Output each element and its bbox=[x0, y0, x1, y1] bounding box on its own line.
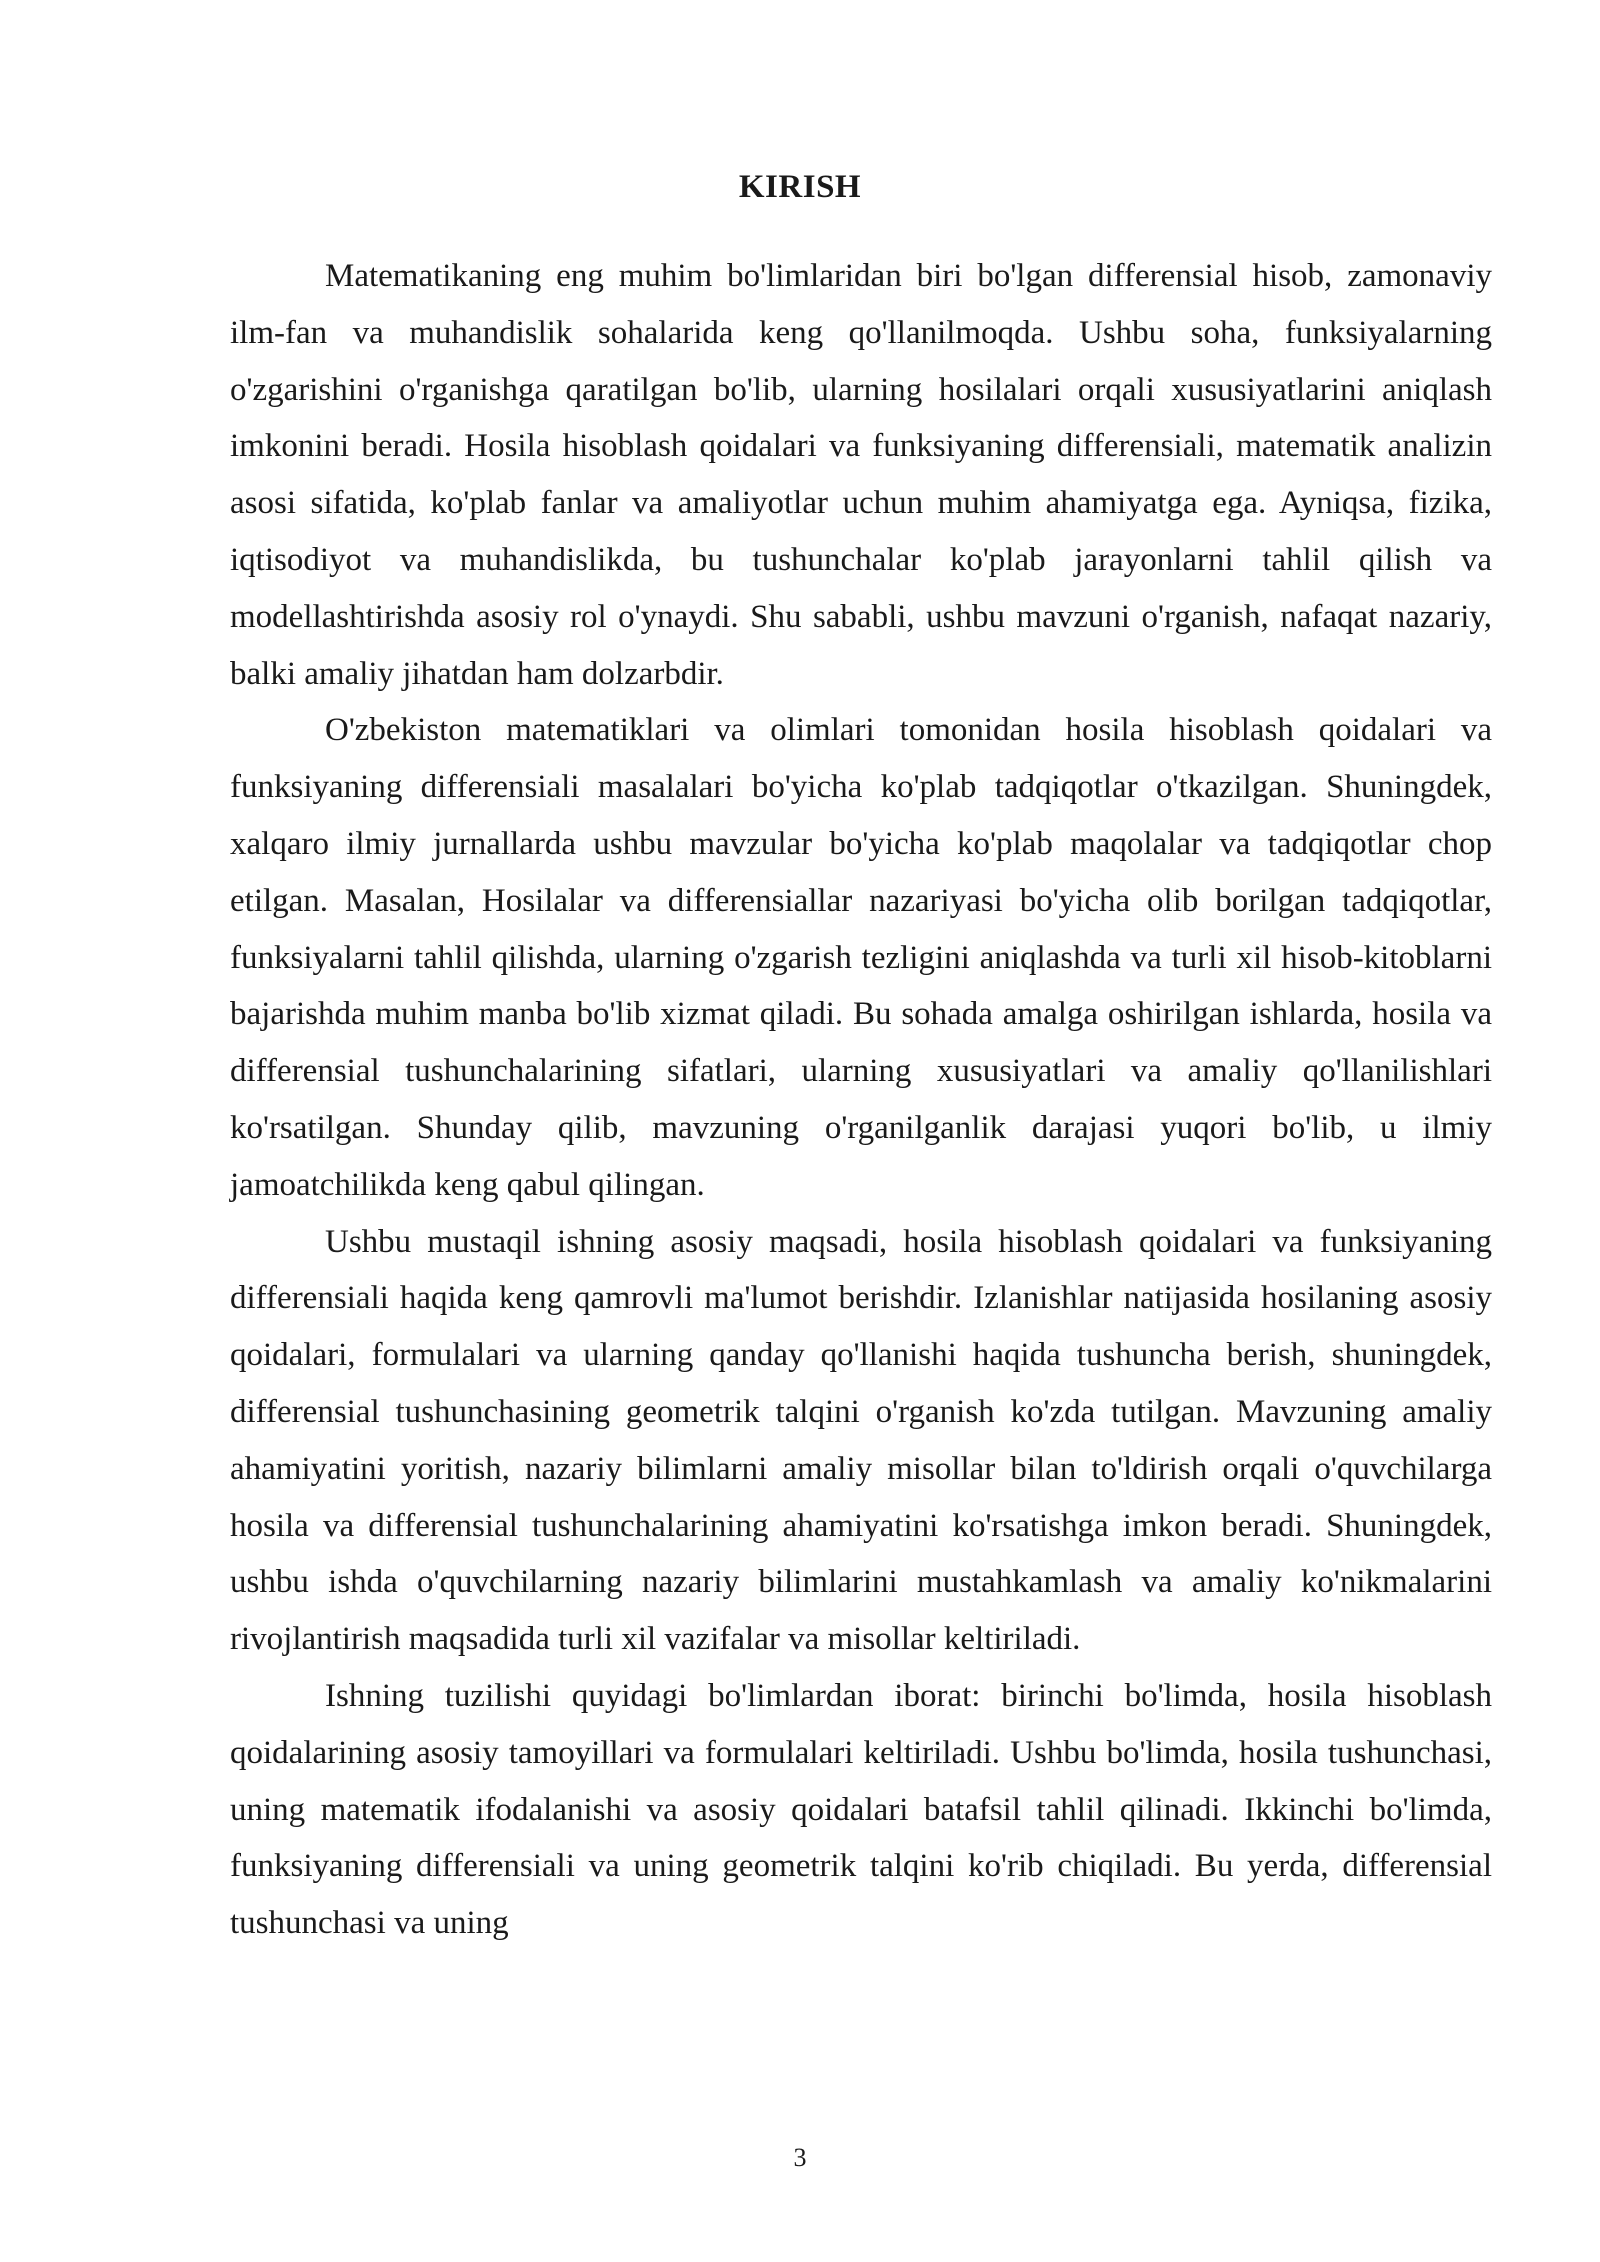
paragraph-goal: Ushbu mustaqil ishning asosiy maqsadi, hosila hisoblash qoidalari va funksiyaning differensiali haqida keng qamrovli ma'lumot berishdir. Izlanishlar natijasida hosilaning asosiy qoidalari, formulalari va ularning qanday qo'llanishi haqida tushuncha berish, shuningdek, differensial tushunchasining geometrik talqini o'rganish ko'zda tutilgan. Mavzuning amaliy ahamiyatini yoritish, nazariy bilimlarni amaliy misollar bilan to'ldirish orqali o'quvchilarga hosila va differensial tushunchalarining ahamiyatini ko'rsatishga imkon beradi. Shuningdek, ushbu ishda o'quvchilarning nazariy bilimlarini mustahkamlash va amaliy ko'nikmalarini rivojlantirish maqsadida turli xil vazifalar va misollar keltiriladi. bbox=[230, 1223, 1492, 1658]
page-number: 3 bbox=[793, 2143, 807, 2172]
paragraph-introduction: Matematikaning eng muhim bo'limlaridan biri bo'lgan differensial hisob, zamonaviy ilm-fan va muhandislik sohalarida keng qo'llanilmoqda. Ushbu soha, funksiyalarning o'zgarishini o'rganishga qaratilgan bo'lib, ularning hosilalari orqali xususiyatlarini aniqlash imkonini beradi. Hosila hisoblash qoidalari va funksiyaning differensiali, matematik analizin asosi sifatida, ko'plab fanlar va amaliyotlar uchun muhim ahamiyatga ega. Ayniqsa, fizika, iqtisodiyot va muhandislikda, bu tushunchalar ko'plab jarayonlarni tahlil qilish va modellashtirishda asosiy rol o'ynaydi. Shu sababli, ushbu mavzuni o'rganish, nafaqat nazariy, balki amaliy jihatdan ham dolzarbdir. bbox=[230, 258, 1492, 692]
section-heading: KIRISH bbox=[738, 169, 862, 205]
paragraph-research-overview: O'zbekiston matematiklari va olimlari tomonidan hosila hisoblash qoidalari va funksiyaning differensiali masalalari bo'yicha ko'plab tadqiqotlar o'tkazilgan. Shuningdek, xalqaro ilmiy jurnallarda ushbu mavzular bo'yicha ko'plab maqolalar va tadqiqotlar chop etilgan. Masalan, Hosilalar va differensiallar nazariyasi bo'yicha olib borilgan tadqiqotlar, funksiyalarni tahlil qilishda, ularning o'zgarish tezligini aniqlashda va turli xil hisob-kitoblarni bajarishda muhim manba bo'lib xizmat qiladi. Bu sohada amalga oshirilgan ishlarda, hosila va differensial tushunchalarining sifatlari, ularning xususiyatlari va amaliy qo'llanilishlari ko'rsatilgan. Shunday qilib, mavzuning o'rganilganlik darajasi yuqori bo'lib, u ilmiy jamoatchilikda keng qabul qilingan. bbox=[230, 712, 1492, 1203]
paragraph-structure: Ishning tuzilishi quyidagi bo'limlardan iborat: birinchi bo'limda, hosila hisoblash qoidalarining asosiy tamoyillari va formulalari keltiriladi. Ushbu bo'limda, hosila tushunchasi, uning matematik ifodalanishi va asosiy qoidalari batafsil tahlil qilinadi. Ikkinchi bo'limda, funksiyaning differensiali va uning geometrik talqini ko'rib chiqiladi. Bu yerda, differensial tushunchasi va uning bbox=[230, 1677, 1492, 1942]
body-text bbox=[230, 248, 1492, 1952]
